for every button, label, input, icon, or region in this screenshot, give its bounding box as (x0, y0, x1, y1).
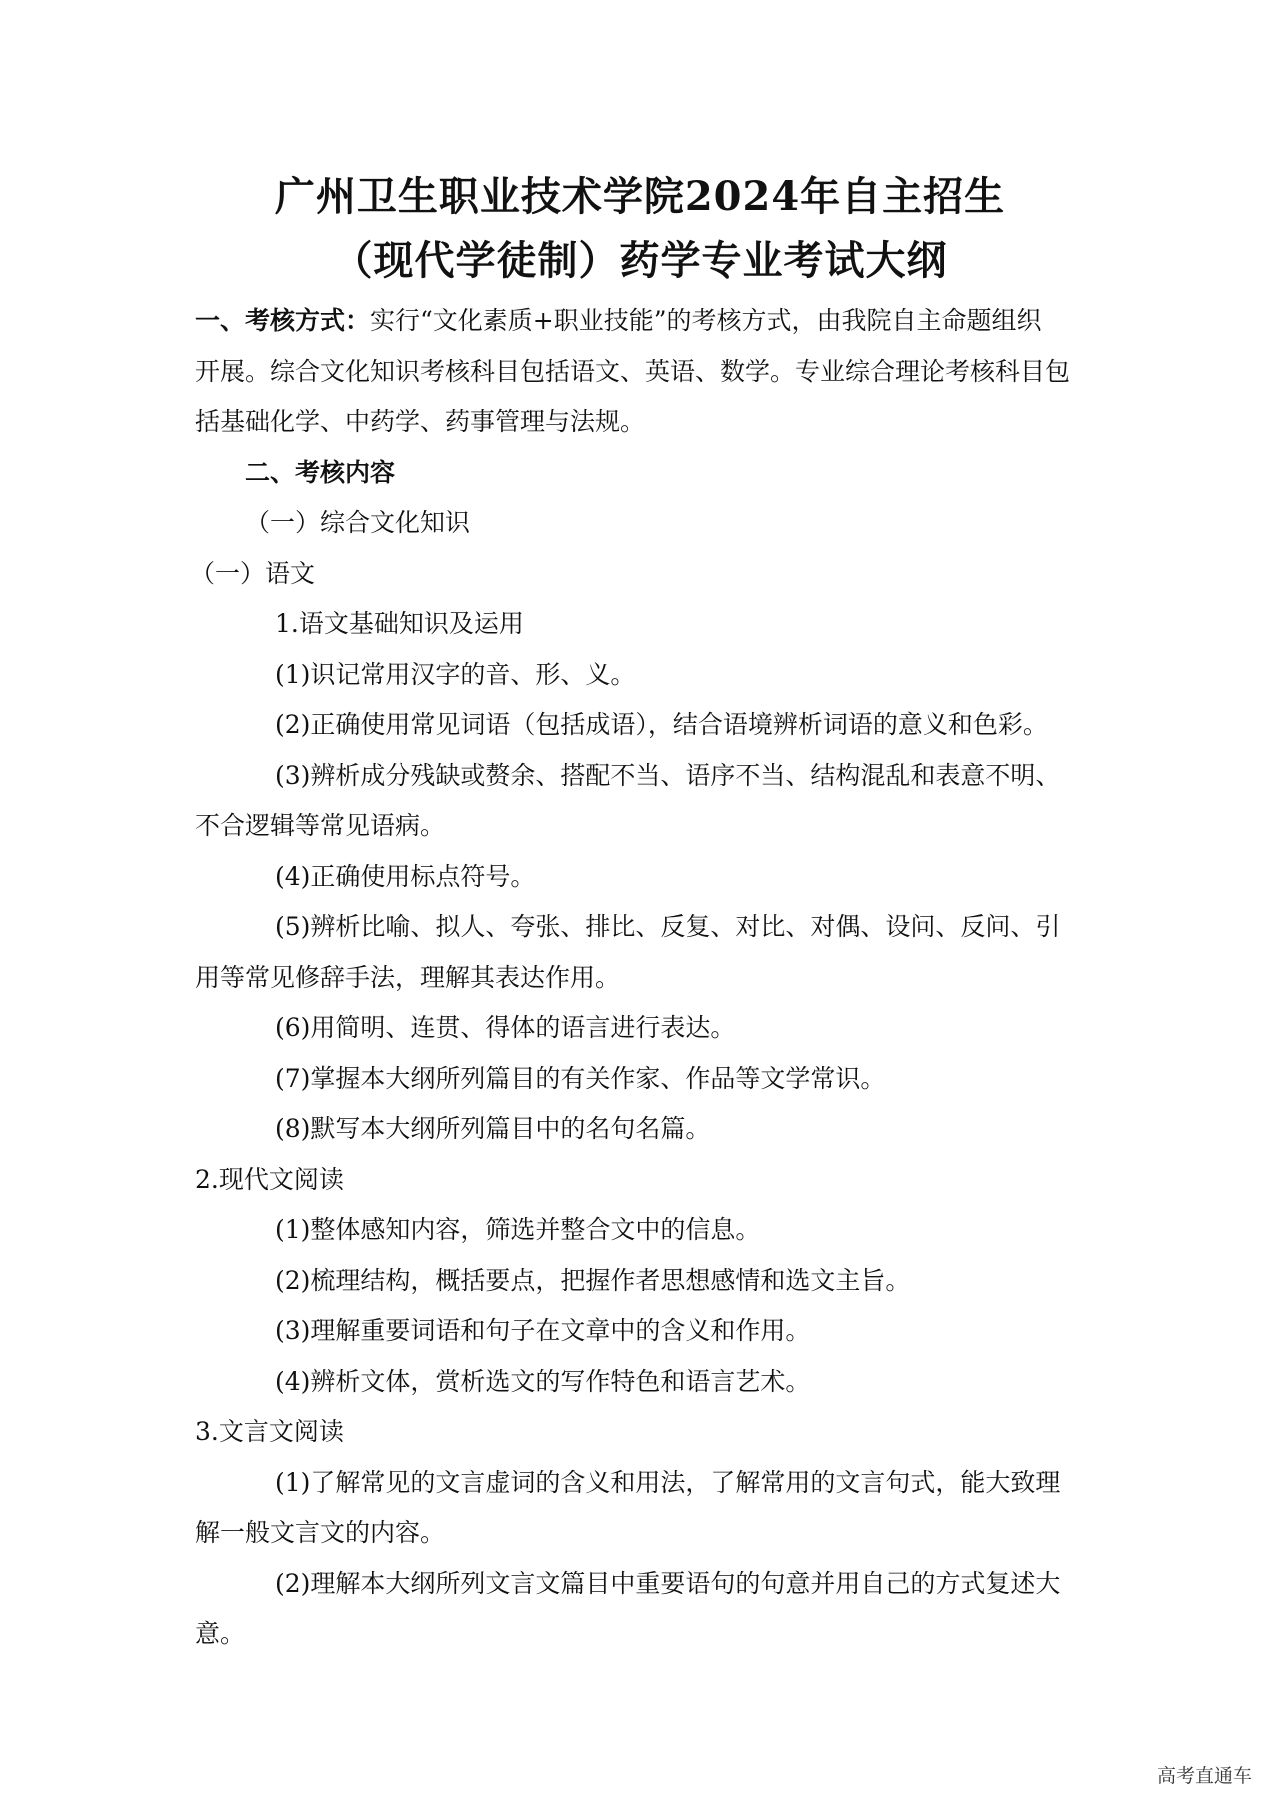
list-item: (2)理解本大纲所列文言文篇目中重要语句的句意并用自己的方式复述大 (275, 1568, 1061, 1598)
list-item: (7)掌握本大纲所列篇目的有关作家、作品等文学常识。 (275, 1063, 886, 1093)
subsection-comprehensive-culture: （一）综合文化知识 (245, 508, 471, 537)
section-1-text-line-1: 实行“文化素质+职业技能”的考核方式，由我院自主命题组织 (370, 306, 1042, 335)
list-item: (5)辨析比喻、拟人、夸张、排比、反复、对比、对偶、设问、反问、引 (275, 912, 1061, 941)
list-item: (8)默写本大纲所列篇目中的名句名篇。 (275, 1114, 711, 1143)
section-1-text-line-2: 开展。综合文化知识考核科目包括语文、英语、数学。专业综合理论考核科目包 (195, 356, 1071, 386)
list-item-continuation: 解一般文言文的内容。 (195, 1518, 446, 1547)
part-3-heading: 3.文言文阅读 (195, 1417, 344, 1446)
list-item: (1)了解常见的文言虚词的含义和用法，了解常用的文言句式，能大致理 (275, 1467, 1061, 1497)
section-1-text-line-3: 括基础化学、中药学、药事管理与法规。 (195, 407, 646, 436)
subsection-chinese: （一）语文 (190, 558, 316, 588)
list-item: (4)正确使用标点符号。 (275, 861, 536, 891)
document-title-line-2: （现代学徒制）药学专业考试大纲 (332, 237, 948, 284)
list-item: (6)用简明、连贯、得体的语言进行表达。 (275, 1013, 736, 1042)
watermark-text: 高考直通车 (1156, 1765, 1252, 1787)
list-item: (4)辨析文体，赏析选文的写作特色和语言艺术。 (275, 1366, 811, 1396)
section-1-paragraph (195, 296, 1095, 347)
part-1-heading: 1.语文基础知识及运用 (275, 609, 524, 638)
list-item: (1)识记常用汉字的音、形、义。 (275, 659, 636, 689)
section-2-heading: 二、考核内容 (245, 457, 396, 487)
list-item-continuation: 用等常见修辞手法，理解其表达作用。 (195, 962, 621, 992)
list-item: (1)整体感知内容，筛选并整合文中的信息。 (275, 1215, 761, 1244)
list-item: (3)理解重要词语和句子在文章中的含义和作用。 (275, 1316, 811, 1345)
document-title-line-1: 广州卫生职业技术学院2024年自主招生 (274, 173, 1006, 220)
document-body (190, 296, 1095, 1660)
section-1-heading: 一、考核方式： (195, 306, 371, 335)
list-item-continuation: 不合逻辑等常见语病。 (195, 811, 446, 840)
part-2-heading: 2.现代文阅读 (195, 1164, 344, 1194)
list-item: (2)正确使用常见词语（包括成语），结合语境辨析词语的意义和色彩。 (275, 710, 1048, 739)
list-item: (2)梳理结构，概括要点，把握作者思想感情和选文主旨。 (275, 1265, 911, 1295)
list-item-continuation: 意。 (195, 1619, 246, 1648)
list-item: (3)辨析成分残缺或赘余、搭配不当、语序不当、结构混乱和表意不明、 (275, 760, 1061, 790)
